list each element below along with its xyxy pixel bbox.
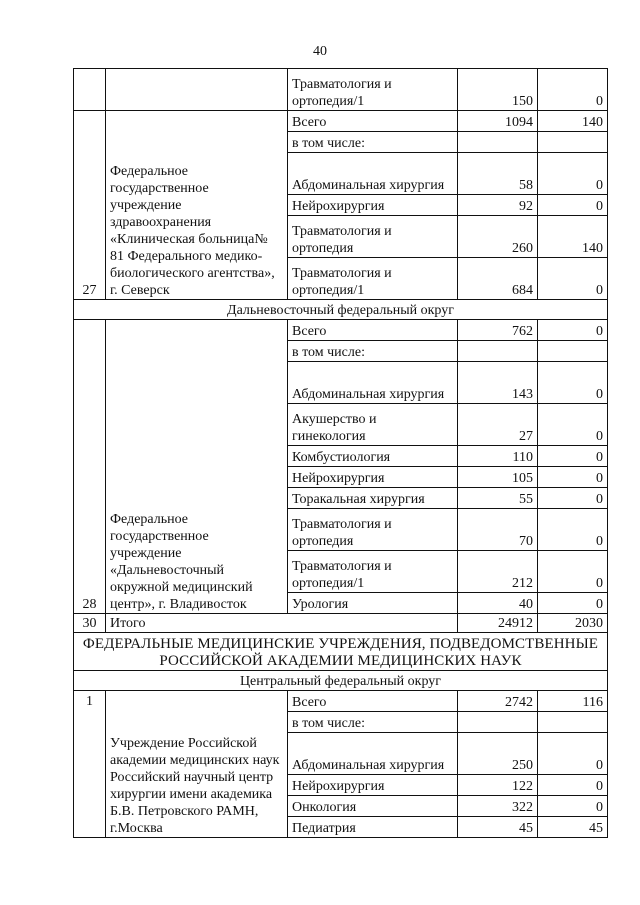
value-1-cell bbox=[458, 712, 538, 733]
table-row bbox=[74, 691, 608, 712]
value-1-cell: 762 bbox=[458, 320, 538, 341]
value-2-cell: 0 bbox=[538, 775, 608, 796]
value-1-cell: 150 bbox=[458, 69, 538, 111]
specialty-cell: Всего bbox=[288, 320, 458, 341]
table-row bbox=[74, 111, 608, 132]
quota-table bbox=[73, 68, 608, 838]
value-1-cell: 122 bbox=[458, 775, 538, 796]
value-1-cell: 143 bbox=[458, 362, 538, 404]
specialty-cell: Травматология и ортопедия/1 bbox=[288, 551, 458, 593]
value-1-cell: 2742 bbox=[458, 691, 538, 712]
value-1-cell: 260 bbox=[458, 216, 538, 258]
table-row bbox=[74, 320, 608, 341]
specialty-cell: Абдоминальная хирургия bbox=[288, 362, 458, 404]
value-2-cell: 0 bbox=[538, 551, 608, 593]
value-2-cell bbox=[538, 712, 608, 733]
value-2-cell bbox=[538, 132, 608, 153]
value-2-cell: 0 bbox=[538, 488, 608, 509]
value-2-cell: 0 bbox=[538, 195, 608, 216]
specialty-cell: Травматология и ортопедия/1 bbox=[288, 69, 458, 111]
specialty-cell: Абдоминальная хирургия bbox=[288, 153, 458, 195]
specialty-cell: в том числе: bbox=[288, 341, 458, 362]
district-row bbox=[74, 300, 608, 320]
section-heading: ФЕДЕРАЛЬНЫЕ МЕДИЦИНСКИЕ УЧРЕЖДЕНИЯ, ПОДВЕДОМСТВЕННЫЕ РОССИЙСКОЙ АКАДЕМИИ МЕДИЦИНСКИХ НАУК bbox=[74, 633, 608, 671]
organization-cell: Федеральное государственное учреждение здравоохранения «Клиническая больница№ 81 Федерального медико-биологического агентства», г. Северск bbox=[106, 111, 288, 300]
value-2-cell: 0 bbox=[538, 446, 608, 467]
row-number-cell: 30 bbox=[74, 614, 106, 633]
value-2-cell: 0 bbox=[538, 467, 608, 488]
page-number: 40 bbox=[313, 44, 327, 59]
row-number-cell bbox=[74, 69, 106, 111]
value-1-cell: 1094 bbox=[458, 111, 538, 132]
specialty-cell: Травматология и ортопедия bbox=[288, 216, 458, 258]
value-1-cell: 92 bbox=[458, 195, 538, 216]
value-1-cell: 212 bbox=[458, 551, 538, 593]
total-row bbox=[74, 614, 608, 633]
district-heading: Центральный федеральный округ bbox=[74, 671, 608, 691]
value-1-cell: 250 bbox=[458, 733, 538, 775]
value-1-cell: 70 bbox=[458, 509, 538, 551]
specialty-cell: Всего bbox=[288, 111, 458, 132]
value-2-cell: 0 bbox=[538, 593, 608, 614]
value-2-cell: 0 bbox=[538, 733, 608, 775]
value-1-cell bbox=[458, 341, 538, 362]
specialty-cell: Всего bbox=[288, 691, 458, 712]
value-2-cell: 0 bbox=[538, 404, 608, 446]
row-number-cell: 28 bbox=[74, 320, 106, 614]
value-2-cell: 45 bbox=[538, 817, 608, 838]
value-1-cell: 40 bbox=[458, 593, 538, 614]
organization-cell: Учреждение Российской академии медицинских наук Российский научный центр хирургии имени академика Б.В. Петровского РАМН, г.Москва bbox=[106, 691, 288, 838]
value-2-cell: 0 bbox=[538, 362, 608, 404]
specialty-cell: Нейрохирургия bbox=[288, 775, 458, 796]
value-1-cell: 684 bbox=[458, 258, 538, 300]
district-heading: Дальневосточный федеральный округ bbox=[74, 300, 608, 320]
value-2-cell: 0 bbox=[538, 796, 608, 817]
specialty-cell: Педиатрия bbox=[288, 817, 458, 838]
organization-cell bbox=[106, 69, 288, 111]
section-row bbox=[74, 633, 608, 671]
district-row bbox=[74, 671, 608, 691]
value-2-cell: 0 bbox=[538, 69, 608, 111]
specialty-cell: Комбустиология bbox=[288, 446, 458, 467]
specialty-cell: Абдоминальная хирургия bbox=[288, 733, 458, 775]
table-row bbox=[74, 69, 608, 111]
value-1-cell: 45 bbox=[458, 817, 538, 838]
specialty-cell: Нейрохирургия bbox=[288, 467, 458, 488]
organization-cell: Федеральное государственное учреждение «Дальневосточный окружной медицинский центр», г. Владивосток bbox=[106, 320, 288, 614]
value-1-cell: 58 bbox=[458, 153, 538, 195]
value-2-cell: 0 bbox=[538, 153, 608, 195]
value-1-cell: 24912 bbox=[458, 614, 538, 633]
value-1-cell: 27 bbox=[458, 404, 538, 446]
value-2-cell: 140 bbox=[538, 216, 608, 258]
specialty-cell: Акушерство и гинекология bbox=[288, 404, 458, 446]
specialty-cell: в том числе: bbox=[288, 712, 458, 733]
specialty-cell: Урология bbox=[288, 593, 458, 614]
specialty-cell: Торакальная хирургия bbox=[288, 488, 458, 509]
value-1-cell: 110 bbox=[458, 446, 538, 467]
value-1-cell: 105 bbox=[458, 467, 538, 488]
specialty-cell: Онкология bbox=[288, 796, 458, 817]
row-number-cell: 27 bbox=[74, 111, 106, 300]
value-2-cell: 0 bbox=[538, 258, 608, 300]
specialty-cell: Травматология и ортопедия/1 bbox=[288, 258, 458, 300]
value-2-cell: 2030 bbox=[538, 614, 608, 633]
value-1-cell bbox=[458, 132, 538, 153]
value-2-cell: 0 bbox=[538, 320, 608, 341]
value-2-cell bbox=[538, 341, 608, 362]
value-2-cell: 116 bbox=[538, 691, 608, 712]
value-1-cell: 55 bbox=[458, 488, 538, 509]
row-number-cell: 1 bbox=[74, 691, 106, 838]
specialty-cell: Нейрохирургия bbox=[288, 195, 458, 216]
value-1-cell: 322 bbox=[458, 796, 538, 817]
value-2-cell: 0 bbox=[538, 509, 608, 551]
total-label: Итого bbox=[106, 614, 458, 633]
specialty-cell: в том числе: bbox=[288, 132, 458, 153]
specialty-cell: Травматология и ортопедия bbox=[288, 509, 458, 551]
value-2-cell: 140 bbox=[538, 111, 608, 132]
